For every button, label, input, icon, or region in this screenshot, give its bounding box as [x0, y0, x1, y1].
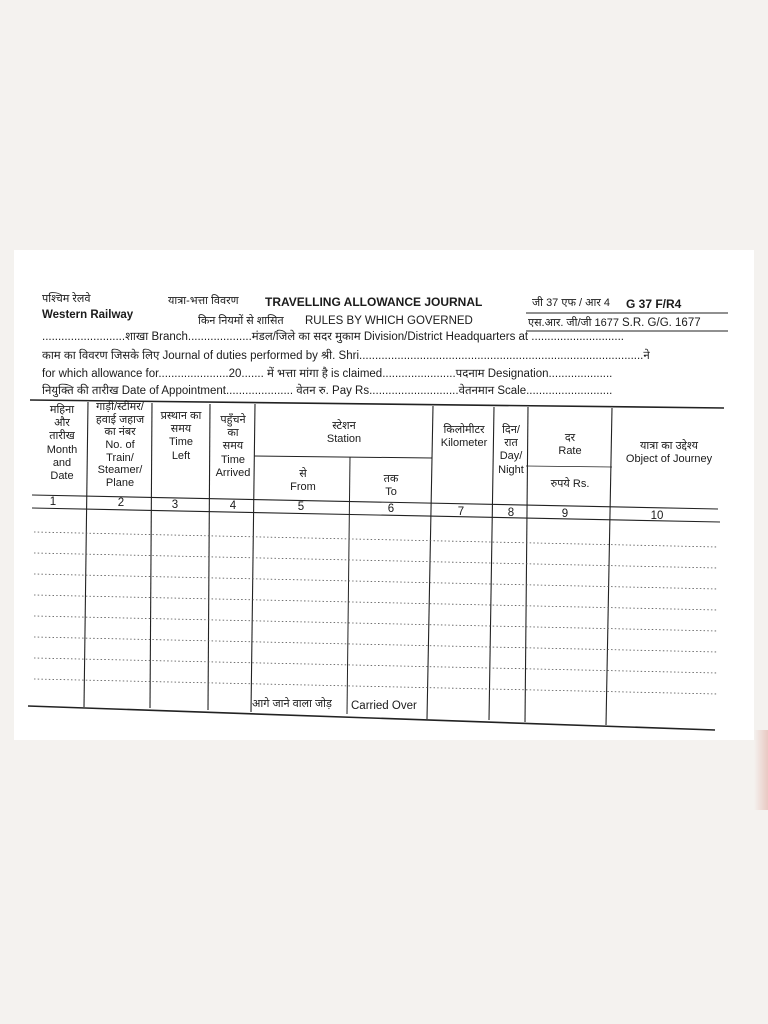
header-object-of-journey: यात्रा का उद्देश्य Object of Journey: [625, 440, 713, 466]
rules-english: RULES BY WHICH GOVERNED: [305, 315, 473, 327]
col-number-3: 3: [171, 499, 179, 511]
sr-code-hindi: एस.आर. जी/जी 1677: [528, 317, 620, 329]
carried-over-hindi: आगे जाने वाला जोड़: [252, 698, 332, 710]
carried-over-english: Carried Over: [351, 700, 417, 712]
col-number-8: 8: [507, 507, 515, 519]
col-number-4: 4: [229, 500, 237, 512]
org-name-hindi: पश्चिम रेलवे: [42, 293, 91, 305]
org-name-english: Western Railway: [42, 309, 134, 321]
header-station: स्टेशन Station: [326, 420, 362, 446]
header-from: से From: [290, 468, 316, 494]
header-train-no: गाड़ी/स्टीमर/ हवाई जहाज का नंबर No. of Train/ Steamer/ Plane: [95, 401, 145, 489]
header-kilometer: किलोमीटर Kilometer: [440, 424, 488, 450]
sr-code: S.R. G/G. 1677: [622, 317, 701, 329]
col-number-7: 7: [457, 506, 465, 518]
header-time-arrived: पहुँचने का समय Time Arrived: [215, 414, 251, 479]
allowance-line: for which allowance for......................20....... में भत्ता मांगा है is claimed.......................पदनाम Designation....................: [42, 368, 613, 380]
col-number-10: 10: [650, 510, 664, 522]
title-hindi: यात्रा-भत्ता विवरण: [168, 295, 239, 307]
branch-line: ..........................शाखा Branch....................मंडल/जिले का सदर मुकाम Division/District Headquarters at .............................: [42, 331, 624, 343]
header-time-left: प्रस्थान का समय Time Left: [160, 410, 202, 462]
header-rate: दर Rate: [558, 432, 582, 458]
rules-hindi: किन नियमों से शासित: [198, 315, 284, 327]
header-to: तक To: [383, 473, 399, 499]
form-code: G 37 F/R4: [626, 297, 682, 311]
journal-line: काम का विवरण जिसके लिए Journal of duties performed by श्री. Shri.........................................................................................ने: [42, 350, 650, 362]
title-english: TRAVELLING ALLOWANCE JOURNAL: [265, 295, 483, 309]
col-number-2: 2: [117, 497, 125, 509]
col-number-5: 5: [297, 501, 305, 513]
header-day-night: दिन/ रात Day/ Night: [498, 424, 524, 476]
form-code-hindi: जी 37 एफ / आर 4: [532, 297, 611, 309]
appointment-line: नियुक्ति की तारीख Date of Appointment..................... वेतन रु. Pay Rs............................वेतनमान Scale...........................: [42, 385, 613, 397]
col-number-9: 9: [561, 508, 569, 520]
header-month-date: महिना और तारीख Month and Date: [46, 404, 78, 482]
col-number-6: 6: [387, 503, 395, 515]
header-rate-rs: रुपये Rs.: [550, 478, 590, 490]
col-number-1: 1: [49, 496, 57, 508]
